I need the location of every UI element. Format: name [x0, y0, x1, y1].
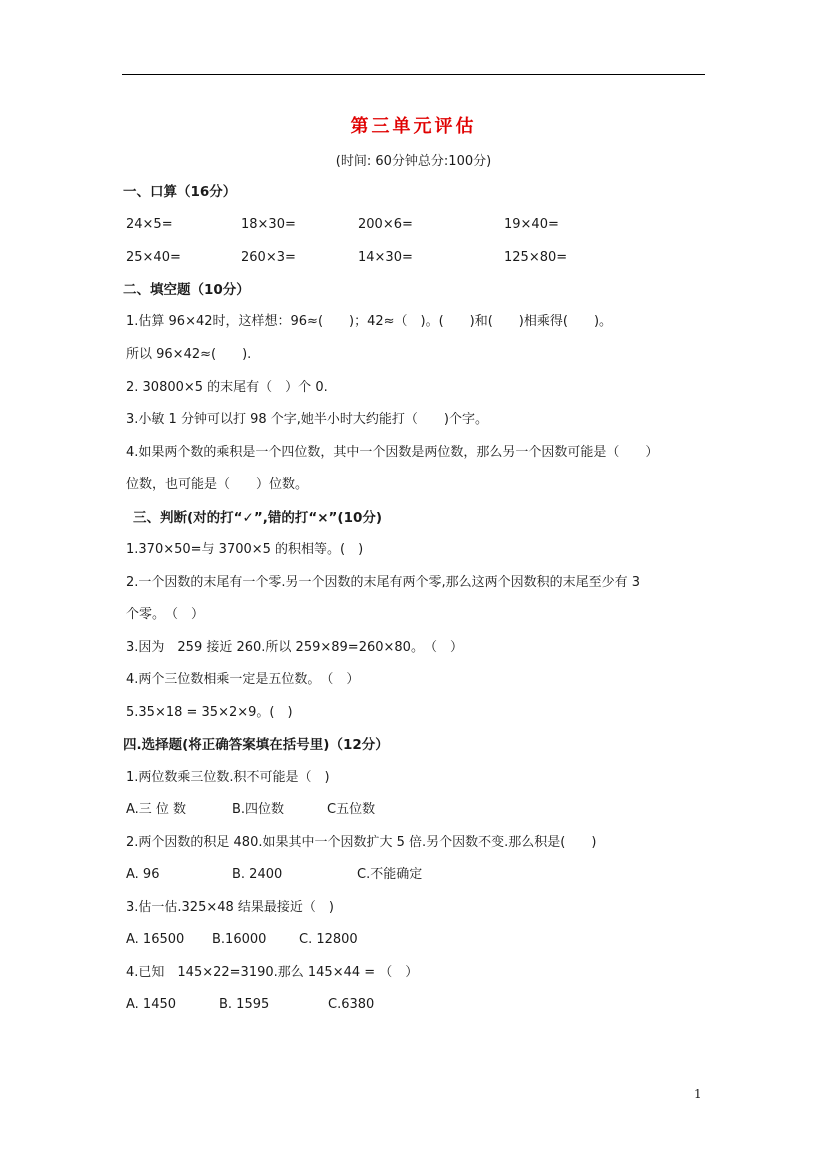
question-line: 3.估一估.325×48 结果最接近（ ) [126, 900, 334, 915]
section-4-heading: 四.选择题(将正确答案填在括号里)（12分） [123, 737, 389, 753]
calc-item: 18×30= [241, 217, 296, 232]
question-line: 4.如果两个数的乘积是一个四位数，其中一个因数是两位数，那么另一个因数可能是（ ） [126, 445, 659, 460]
question-line: 个零。 （ ） [126, 607, 205, 622]
calc-item: 200×6= [358, 217, 413, 232]
calc-item: 260×3= [241, 250, 296, 265]
option: B.16000 [212, 932, 267, 947]
question-line: 2.一个因数的末尾有一个零.另一个因数的末尾有两个零,那么这两个因数积的末尾至少有 3 [126, 575, 641, 590]
question-line: 4.两个三位数相乘一定是五位数。 （ ） [126, 672, 360, 687]
option: C.6380 [328, 997, 375, 1012]
question-line: 1.估算 96×42时，这样想：96≈( )；42≈（ )。( )和( )相乘得( )。 [126, 314, 613, 329]
calc-item: 125×80= [504, 250, 568, 265]
question-line: 3.因为 259 接近 260.所以 259×89=260×80。 （ ） [126, 640, 463, 655]
option: B.四位数 [232, 802, 285, 817]
option: C.不能确定 [357, 867, 423, 882]
section-3-heading: 三、判断(对的打“✓”,错的打“×”(10分) [133, 510, 383, 526]
page-subtitle: (时间: 60分钟总分:100分) [335, 154, 492, 169]
option: B. 1595 [219, 997, 270, 1012]
question-line: 位数，也可能是（ ）位数。 [126, 477, 309, 492]
question-line: 5.35×18 = 35×2×9。( ) [126, 705, 293, 720]
question-line: 4.已知 145×22=3190.那么 145×44 = （ ） [126, 965, 419, 980]
page-title: 第三单元评估 [350, 116, 477, 137]
calc-item: 24×5= [126, 217, 173, 232]
question-line: 1.两位数乘三位数.积不可能是（ ) [126, 770, 330, 785]
page-number: 1 [694, 1087, 702, 1101]
option: C. 12800 [299, 932, 358, 947]
option: A. 1450 [126, 997, 177, 1012]
option: A. 96 [126, 867, 160, 882]
calc-item: 25×40= [126, 250, 181, 265]
question-line: 所以 96×42≈( ). [126, 347, 252, 362]
section-2-heading: 二、填空题（10分） [123, 282, 250, 298]
option: A.三 位 数 [126, 802, 187, 817]
question-line: 1.370×50=与 3700×5 的积相等。( ) [126, 542, 364, 557]
option: B. 2400 [232, 867, 283, 882]
option: C五位数 [327, 802, 376, 817]
header-rule [122, 74, 705, 75]
option: A. 16500 [126, 932, 185, 947]
question-line: 2. 30800×5 的末尾有（ ）个 0. [126, 380, 328, 395]
section-1-heading: 一、口算（16分） [123, 184, 237, 200]
question-line: 2.两个因数的积足 480.如果其中一个因数扩大 5 倍.另个因数不变.那么积是( ) [126, 835, 597, 850]
calc-item: 14×30= [358, 250, 413, 265]
question-line: 3.小敏 1 分钟可以打 98 个字,她半小时大约能打（ )个字。 [126, 412, 488, 427]
calc-item: 19×40= [504, 217, 559, 232]
